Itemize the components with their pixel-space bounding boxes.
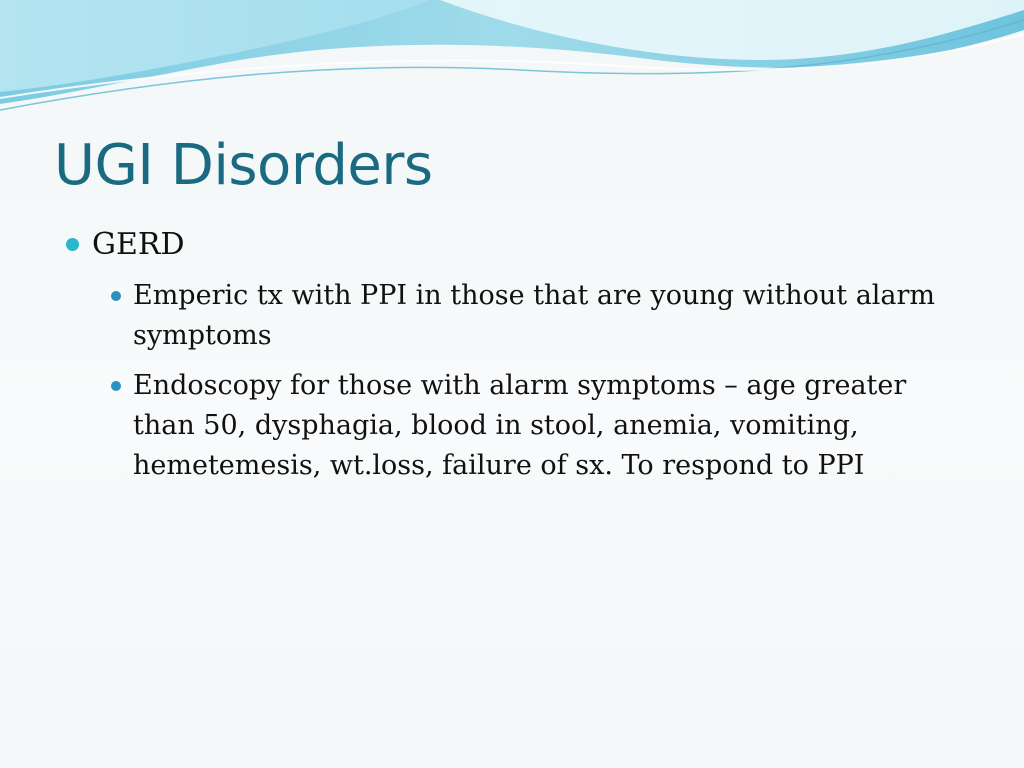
bullet-text: GERD bbox=[92, 227, 185, 262]
bullet-gerd bbox=[66, 226, 966, 486]
sub-bullet-text: Emperic tx with PPI in those that are young without alarm symptoms bbox=[133, 280, 936, 351]
sub-bullet-dot-icon bbox=[111, 291, 121, 301]
wave-decoration bbox=[0, 0, 1024, 130]
sub-bullet-dot-icon bbox=[111, 381, 121, 391]
sub-bullet-emperic-tx bbox=[107, 276, 966, 356]
bullet-list bbox=[66, 226, 966, 496]
sub-bullet-text: Endoscopy for those with alarm symptoms – age greater than 50, dysphagia, blood in stool, anemia, vomiting, hemetemesis, wt.loss, failure of sx. To respond to PPI bbox=[133, 370, 907, 481]
slide-title: UGI Disorders bbox=[54, 133, 433, 198]
bullet-dot-icon bbox=[66, 238, 79, 251]
sub-bullet-endoscopy bbox=[107, 366, 966, 486]
sub-bullet-list bbox=[92, 276, 966, 486]
